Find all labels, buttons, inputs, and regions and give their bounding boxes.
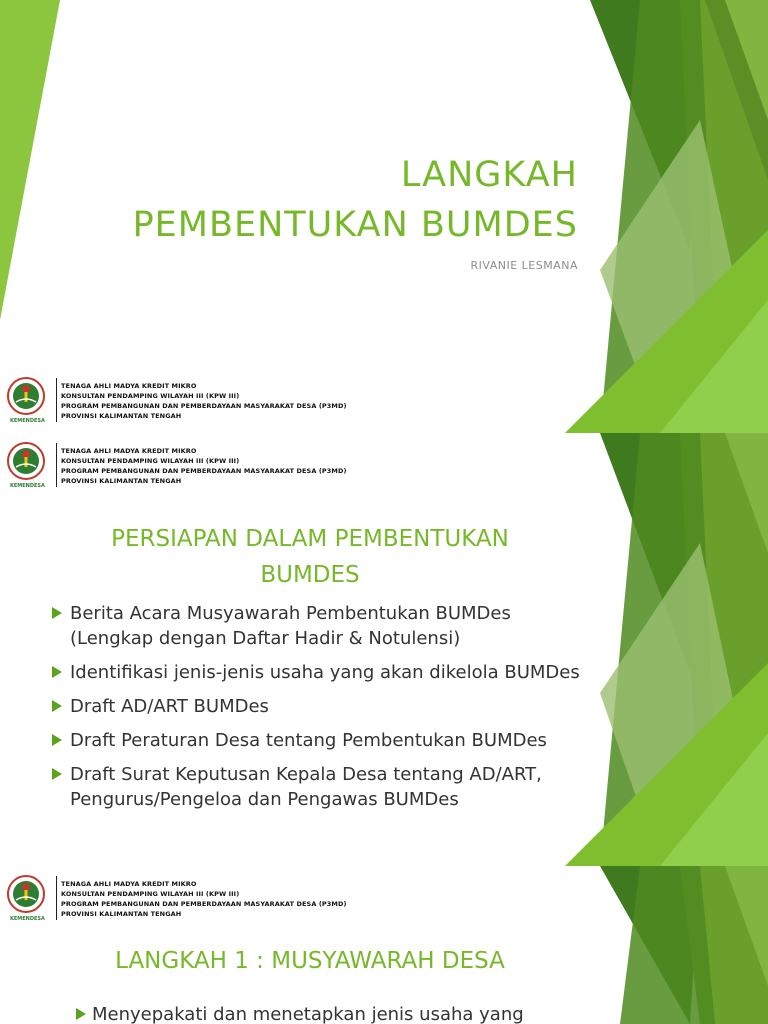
org-header <box>6 376 347 422</box>
kemendesa-emblem-icon <box>6 874 46 914</box>
org-line: TENAGA AHLI MADYA KREDIT MIKRO <box>61 880 197 888</box>
divider <box>56 378 57 422</box>
slide-title <box>0 0 768 433</box>
bullet-list <box>52 601 592 821</box>
author-name: RIVANIE LESMANA <box>470 259 578 272</box>
presentation-title <box>133 150 578 250</box>
org-line: PROGRAM PEMBANGUNAN DAN PEMBERDAYAAN MASYARAKAT DESA (P3MD) <box>61 467 347 475</box>
list-item-text: Berita Acara Musyawarah Pembentukan BUMDes (Lengkap dengan Daftar Hadir & Notulensi) <box>70 603 511 649</box>
org-line: PROVINSI KALIMANTAN TENGAH <box>61 910 182 918</box>
org-line: PROGRAM PEMBANGUNAN DAN PEMBERDAYAAN MASYARAKAT DESA (P3MD) <box>61 900 347 908</box>
list-item-text: Draft AD/ART BUMDes <box>70 696 269 717</box>
org-lines <box>61 381 347 421</box>
logo-caption: KEMENDESA <box>10 916 45 922</box>
list-item-text: Draft Peraturan Desa tentang Pembentukan BUMDes <box>70 730 547 751</box>
list-item-text: Menyepakati dan menetapkan jenis usaha yang <box>92 1004 524 1024</box>
org-header <box>6 441 347 487</box>
kemendesa-logo <box>6 874 46 922</box>
list-item-text: Draft Surat Keputusan Kepala Desa tentang AD/ART, Pengurus/Pengeloa dan Pengawas BUMDes <box>70 764 542 810</box>
logo-caption: KEMENDESA <box>10 483 45 489</box>
bullet-arrow-icon <box>52 768 62 780</box>
heading-line-2: BUMDES <box>260 562 360 588</box>
kemendesa-emblem-icon <box>6 376 46 416</box>
list-item-text: Identifikasi jenis-jenis usaha yang akan dikelola BUMDes <box>70 662 580 683</box>
org-line: PROVINSI KALIMANTAN TENGAH <box>61 477 182 485</box>
list-item <box>52 762 592 812</box>
title-line-1: LANGKAH <box>400 155 578 195</box>
list-item <box>52 660 592 685</box>
heading-line-1: PERSIAPAN DALAM PEMBENTUKAN <box>111 526 509 552</box>
org-line: KONSULTAN PENDAMPING WILAYAH III (KPW III) <box>61 392 240 400</box>
kemendesa-logo <box>6 441 46 489</box>
list-item <box>52 728 592 753</box>
divider <box>56 876 57 920</box>
kemendesa-emblem-icon <box>6 441 46 481</box>
list-item <box>52 601 592 651</box>
slide-persiapan <box>0 433 768 866</box>
bullet-arrow-icon <box>52 734 62 746</box>
divider <box>56 443 57 487</box>
list-item <box>74 1002 524 1024</box>
kemendesa-logo <box>6 376 46 424</box>
bullet-arrow-icon <box>76 1008 86 1020</box>
org-header <box>6 874 347 920</box>
list-item <box>52 694 592 719</box>
org-lines <box>61 879 347 919</box>
logo-caption: KEMENDESA <box>10 418 45 424</box>
org-line: PROGRAM PEMBANGUNAN DAN PEMBERDAYAAN MASYARAKAT DESA (P3MD) <box>61 402 347 410</box>
org-line: TENAGA AHLI MADYA KREDIT MIKRO <box>61 447 197 455</box>
title-line-2: PEMBENTUKAN BUMDES <box>132 205 578 245</box>
slide-langkah-1 <box>0 866 768 1024</box>
org-lines <box>61 446 347 486</box>
org-line: TENAGA AHLI MADYA KREDIT MIKRO <box>61 382 197 390</box>
org-line: PROVINSI KALIMANTAN TENGAH <box>61 412 182 420</box>
bullet-arrow-icon <box>52 666 62 678</box>
bullet-arrow-icon <box>52 607 62 619</box>
bullet-arrow-icon <box>52 700 62 712</box>
org-line: KONSULTAN PENDAMPING WILAYAH III (KPW III) <box>61 890 240 898</box>
slide-heading <box>30 521 590 593</box>
slide-heading: LANGKAH 1 : MUSYAWARAH DESA <box>115 948 505 974</box>
org-line: KONSULTAN PENDAMPING WILAYAH III (KPW III) <box>61 457 240 465</box>
